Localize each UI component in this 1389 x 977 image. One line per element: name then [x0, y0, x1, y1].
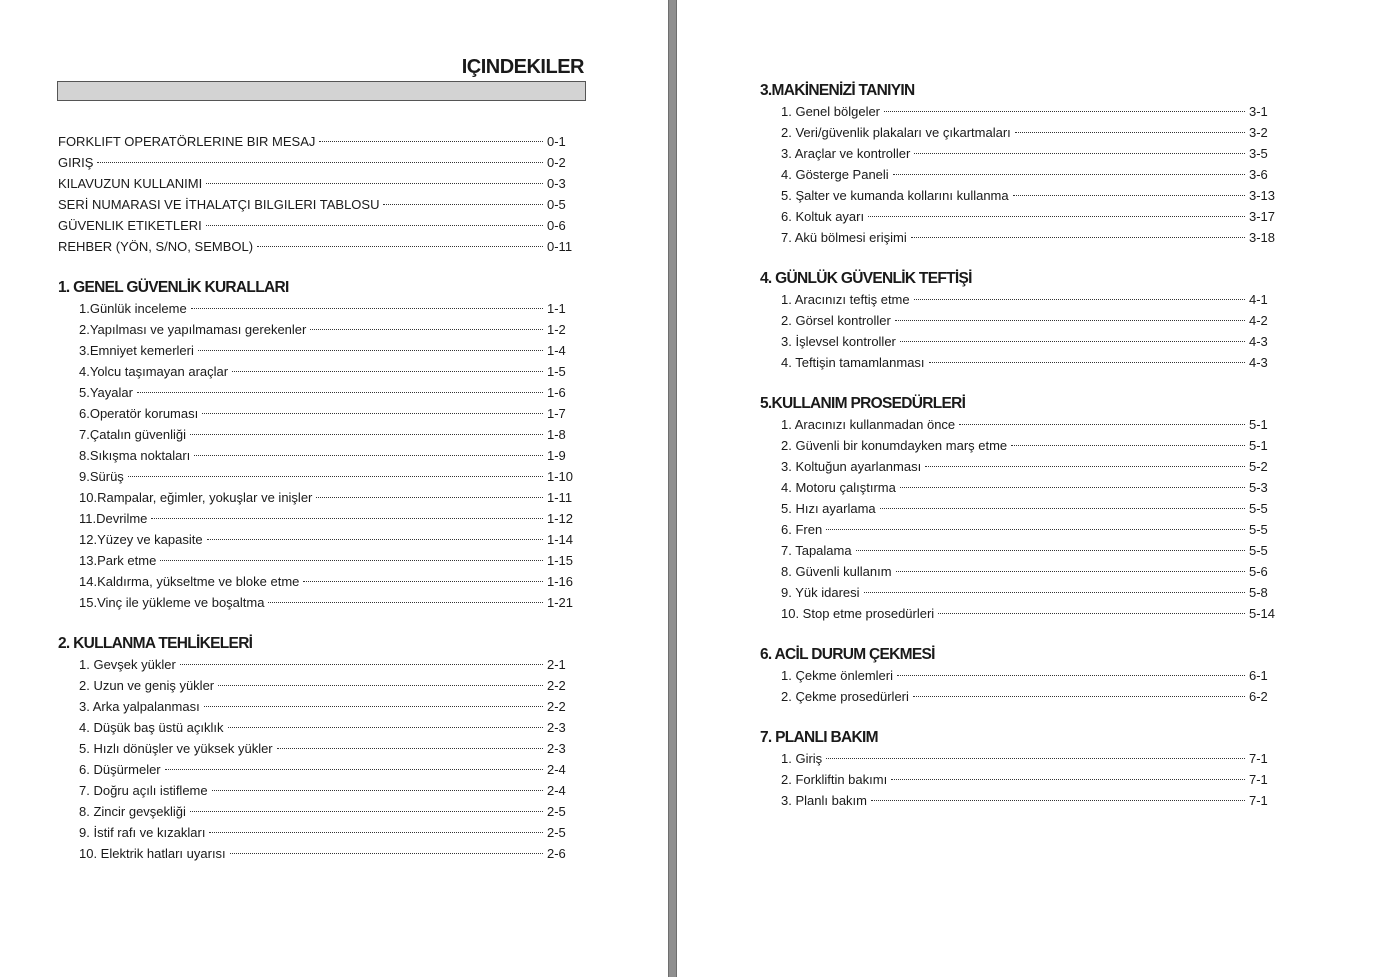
toc-entry — [760, 331, 1287, 352]
section-heading: 3.MAKİNENİZİ TANIYIN — [760, 82, 915, 99]
toc-entry — [760, 540, 1287, 561]
toc-entry-page-number: 2-5 — [547, 804, 566, 819]
toc-entry-page-number: 5-2 — [1249, 459, 1268, 474]
toc-entry-page-number: 7-1 — [1249, 793, 1268, 808]
toc-entry-label: 7. Akü bölmesi erişimi — [781, 230, 907, 245]
toc-entry-label: 5.Yayalar — [79, 385, 133, 400]
toc-entry-page-number: 1-5 — [547, 364, 566, 379]
toc-entry-label: 2. Forkliftin bakımı — [781, 772, 888, 787]
dot-leader — [897, 675, 1245, 676]
toc-entry — [58, 759, 585, 780]
toc-entry — [760, 769, 1287, 790]
toc-entry — [58, 466, 585, 487]
dot-leader — [911, 237, 1245, 238]
toc-entry-page-number: 1-7 — [547, 406, 566, 421]
toc-entry-label: FORKLIFT OPERATÖRLERINE BIR MESAJ — [58, 134, 316, 149]
toc-entry-label: 7. Tapalama — [781, 543, 852, 558]
toc-entry-label: 8. Zincir gevşekliği — [79, 804, 186, 819]
toc-entry-label: 2. Görsel kontroller — [781, 313, 891, 328]
toc-entry-page-number: 1-15 — [547, 553, 574, 568]
toc-entry-page-number: 2-3 — [547, 741, 566, 756]
toc-entry — [760, 164, 1287, 185]
toc-section-right-3 — [760, 393, 1287, 624]
toc-entry-page-number: 5-1 — [1249, 438, 1268, 453]
toc-entry-label: 5. Hızlı dönüşler ve yüksek yükler — [79, 741, 273, 756]
toc-entry — [58, 843, 585, 864]
dot-leader — [884, 111, 1245, 112]
toc-entry — [760, 790, 1287, 811]
dot-leader — [190, 811, 543, 812]
dot-leader — [914, 153, 1245, 154]
toc-entry-label: 7. Doğru açılı istifleme — [79, 783, 208, 798]
toc-entry-page-number: 3-6 — [1249, 167, 1268, 182]
toc-entry-page-number: 1-4 — [547, 343, 566, 358]
dot-leader — [137, 392, 543, 393]
dot-leader — [268, 602, 543, 603]
dot-leader — [914, 299, 1245, 300]
dot-leader — [209, 832, 543, 833]
toc-entry-label: 8. Güvenli kullanım — [781, 564, 892, 579]
toc-entry-page-number: 1-16 — [547, 574, 574, 589]
toc-entry — [58, 403, 585, 424]
toc-entry — [58, 194, 585, 215]
toc-entry — [760, 414, 1287, 435]
toc-entry-label: 11.Devrilme — [79, 511, 148, 526]
toc-entry — [58, 487, 585, 508]
section-heading: 6. ACİL DURUM ÇEKMESİ — [760, 646, 935, 663]
page-divider — [668, 0, 677, 977]
toc-entry-page-number: 2-1 — [547, 657, 566, 672]
dot-leader — [864, 592, 1245, 593]
right-page-toc — [760, 80, 1287, 811]
toc-entry-page-number: 1-9 — [547, 448, 566, 463]
toc-entry-page-number: 0-5 — [547, 197, 566, 212]
dot-leader — [303, 581, 543, 582]
toc-entry — [58, 717, 585, 738]
toc-entry-page-number: 4-3 — [1249, 334, 1268, 349]
section-heading: 1. GENEL GÜVENLİK KURALLARI — [58, 279, 289, 296]
dot-leader — [310, 329, 543, 330]
toc-entry — [760, 498, 1287, 519]
toc-entry — [58, 780, 585, 801]
dot-leader — [212, 790, 543, 791]
toc-entry — [760, 206, 1287, 227]
dot-leader — [191, 308, 543, 309]
toc-entry-label: 5. Şalter ve kumanda kollarını kullanma — [781, 188, 1009, 203]
dot-leader — [198, 350, 543, 351]
toc-entry-label: KILAVUZUN KULLANIMI — [58, 176, 203, 191]
dot-leader — [959, 424, 1245, 425]
toc-entry-label: GIRIŞ — [58, 155, 94, 170]
toc-entry — [760, 582, 1287, 603]
dot-leader — [895, 320, 1245, 321]
toc-entry — [760, 603, 1287, 624]
toc-entry — [58, 508, 585, 529]
toc-entry-page-number: 5-8 — [1249, 585, 1268, 600]
dot-leader — [316, 497, 543, 498]
toc-entry — [58, 445, 585, 466]
dot-leader — [913, 696, 1245, 697]
toc-entry — [760, 289, 1287, 310]
toc-entry-label: 3. Planlı bakım — [781, 793, 867, 808]
toc-entry — [58, 340, 585, 361]
dot-leader — [257, 246, 543, 247]
toc-entry-page-number: 4-3 — [1249, 355, 1268, 370]
toc-entry-page-number: 0-1 — [547, 134, 566, 149]
toc-entry-page-number: 1-2 — [547, 322, 566, 337]
toc-entry-page-number: 1-11 — [547, 490, 573, 505]
toc-entry-label: GÜVENLIK ETIKETLERI — [58, 218, 202, 233]
toc-entry-label: 9. İstif rafı ve kızakları — [79, 825, 206, 840]
toc-entry — [760, 185, 1287, 206]
dot-leader — [938, 613, 1245, 614]
toc-entry-label: 1. Giriş — [781, 751, 823, 766]
toc-entry-page-number: 5-3 — [1249, 480, 1268, 495]
toc-entry — [760, 665, 1287, 686]
toc-entry-page-number: 2-5 — [547, 825, 566, 840]
toc-entry-label: REHBER (YÖN, S/NO, SEMBOL) — [58, 239, 254, 254]
toc-section-left-1 — [58, 277, 585, 613]
toc-entry-label: 10. Elektrik hatları uyarısı — [79, 846, 226, 861]
toc-entry — [58, 215, 585, 236]
dot-leader — [277, 748, 543, 749]
toc-entry-label: 2. Güvenli bir konumdayken marş etme — [781, 438, 1008, 453]
dot-leader — [160, 560, 543, 561]
toc-entry — [760, 456, 1287, 477]
dot-leader — [97, 162, 543, 163]
toc-entry-label: 2. Çekme prosedürleri — [781, 689, 909, 704]
toc-entry — [58, 298, 585, 319]
section-heading: 7. PLANLI BAKIM — [760, 729, 878, 746]
toc-entry — [58, 592, 585, 613]
toc-entry-label: 1. Aracınızı kullanmadan önce — [781, 417, 956, 432]
toc-entry-page-number: 3-1 — [1249, 104, 1268, 119]
toc-entry — [58, 738, 585, 759]
toc-entry-label: 3. Koltuğun ayarlanması — [781, 459, 922, 474]
dot-leader — [319, 141, 543, 142]
dot-leader — [900, 487, 1245, 488]
toc-entry-page-number: 5-5 — [1249, 543, 1268, 558]
toc-entry — [58, 152, 585, 173]
toc-section-right-5 — [760, 727, 1287, 811]
toc-entry-label: 3. İşlevsel kontroller — [781, 334, 896, 349]
dot-leader — [868, 216, 1245, 217]
toc-entry-label: 1. Genel bölgeler — [781, 104, 881, 119]
toc-entry-label: 2.Yapılması ve yapılmaması gerekenler — [79, 322, 307, 337]
toc-entry — [760, 227, 1287, 248]
toc-entry — [58, 236, 585, 257]
dot-leader — [1015, 132, 1245, 133]
toc-entry — [58, 424, 585, 445]
dot-leader — [232, 371, 543, 372]
toc-entry — [58, 571, 585, 592]
toc-entry-label: 3. Araçlar ve kontroller — [781, 146, 911, 161]
toc-entry-label: 1.Günlük inceleme — [79, 301, 187, 316]
toc-section-right-1 — [760, 80, 1287, 248]
dot-leader — [880, 508, 1245, 509]
toc-entry-label: 13.Park etme — [79, 553, 157, 568]
toc-entry — [58, 361, 585, 382]
toc-entry-page-number: 5-6 — [1249, 564, 1268, 579]
dot-leader — [194, 455, 543, 456]
dot-leader — [1011, 445, 1245, 446]
dot-leader — [218, 685, 543, 686]
toc-entry-page-number: 3-18 — [1249, 230, 1276, 245]
toc-entry — [58, 696, 585, 717]
toc-entry-page-number: 2-2 — [547, 678, 566, 693]
toc-entry-page-number: 3-13 — [1249, 188, 1276, 203]
dot-leader — [826, 758, 1245, 759]
toc-entry-page-number: 3-2 — [1249, 125, 1268, 140]
dot-leader — [204, 706, 543, 707]
toc-entry-page-number: 1-12 — [547, 511, 574, 526]
toc-section-left-2 — [58, 633, 585, 864]
toc-entry — [58, 319, 585, 340]
toc-entry-label: 6. Koltuk ayarı — [781, 209, 865, 224]
dot-leader — [929, 362, 1245, 363]
toc-entry-page-number: 1-21 — [547, 595, 574, 610]
toc-entry-label: 2. Uzun ve geniş yükler — [79, 678, 215, 693]
toc-entry-label: 10. Stop etme prosedürleri — [781, 606, 935, 621]
toc-entry-label: 1. Aracınızı teftiş etme — [781, 292, 910, 307]
toc-entry-label: 4. Teftişin tamamlanması — [781, 355, 925, 370]
dot-leader — [1013, 195, 1245, 196]
dot-leader — [180, 664, 543, 665]
toc-entry-label: 6. Fren — [781, 522, 823, 537]
toc-entry-page-number: 0-2 — [547, 155, 566, 170]
toc-entry-page-number: 2-2 — [547, 699, 566, 714]
toc-entry-page-number: 3-5 — [1249, 146, 1268, 161]
toc-entry — [58, 801, 585, 822]
dot-leader — [230, 853, 543, 854]
dot-leader — [891, 779, 1245, 780]
toc-entry — [58, 675, 585, 696]
toc-entry-page-number: 0-11 — [547, 239, 573, 254]
toc-entry-page-number: 1-8 — [547, 427, 566, 442]
toc-entry — [58, 550, 585, 571]
toc-entry-page-number: 1-14 — [547, 532, 574, 547]
toc-entry-page-number: 5-14 — [1249, 606, 1276, 621]
toc-entry-label: 8.Sıkışma noktaları — [79, 448, 191, 463]
toc-entry-label: 9.Sürüş — [79, 469, 124, 484]
toc-entry-page-number: 4-2 — [1249, 313, 1268, 328]
toc-entry — [760, 435, 1287, 456]
toc-entry-page-number: 1-10 — [547, 469, 574, 484]
toc-entry-label: 3. Arka yalpalanması — [79, 699, 200, 714]
toc-entry — [760, 519, 1287, 540]
toc-entry-page-number: 5-1 — [1249, 417, 1268, 432]
toc-entry — [760, 352, 1287, 373]
toc-entry — [760, 143, 1287, 164]
toc-entry-label: 10.Rampalar, eğimler, yokuşlar ve inişler — [79, 490, 313, 505]
toc-entry-page-number: 2-4 — [547, 762, 566, 777]
toc-entry — [760, 477, 1287, 498]
toc-intro-section — [58, 131, 585, 257]
toc-entry-label: 15.Vinç ile yükleme ve boşaltma — [79, 595, 265, 610]
section-heading: 5.KULLANIM PROSEDÜRLERİ — [760, 395, 966, 412]
toc-entry-label: 2. Veri/güvenlik plakaları ve çıkartmaları — [781, 125, 1011, 140]
dot-leader — [871, 800, 1245, 801]
toc-entry-page-number: 5-5 — [1249, 501, 1268, 516]
toc-entry — [760, 101, 1287, 122]
toc-entry — [58, 654, 585, 675]
dot-leader — [383, 204, 543, 205]
toc-entry-page-number: 0-3 — [547, 176, 566, 191]
toc-entry-page-number: 0-6 — [547, 218, 566, 233]
toc-entry-page-number: 7-1 — [1249, 772, 1268, 787]
toc-entry-page-number: 7-1 — [1249, 751, 1268, 766]
toc-entry-label: 4.Yolcu taşımayan araçlar — [79, 364, 229, 379]
toc-entry — [760, 122, 1287, 143]
toc-entry — [760, 686, 1287, 707]
toc-entry — [58, 382, 585, 403]
toc-entry-page-number: 2-4 — [547, 783, 566, 798]
dot-leader — [896, 571, 1245, 572]
toc-entry-label: 5. Hızı ayarlama — [781, 501, 876, 516]
toc-section-right-4 — [760, 644, 1287, 707]
toc-entry-label: 1. Gevşek yükler — [79, 657, 176, 672]
toc-entry-page-number: 4-1 — [1249, 292, 1268, 307]
title-underline-bar — [57, 81, 586, 101]
toc-entry — [760, 748, 1287, 769]
dot-leader — [856, 550, 1245, 551]
dot-leader — [151, 518, 543, 519]
left-page-toc — [58, 131, 585, 864]
toc-entry-label: 4. Gösterge Paneli — [781, 167, 889, 182]
dot-leader — [228, 727, 543, 728]
dot-leader — [826, 529, 1245, 530]
toc-entry-label: SERİ NUMARASI VE İTHALATÇI BILGILERI TABLOSU — [58, 197, 380, 212]
toc-entry — [58, 173, 585, 194]
toc-entry — [58, 131, 585, 152]
toc-entry-label: 4. Motoru çalıştırma — [781, 480, 896, 495]
dot-leader — [190, 434, 543, 435]
dot-leader — [206, 183, 543, 184]
dot-leader — [893, 174, 1245, 175]
toc-entry-label: 14.Kaldırma, yükseltme ve bloke etme — [79, 574, 300, 589]
toc-entry-page-number: 2-6 — [547, 846, 566, 861]
dot-leader — [900, 341, 1245, 342]
toc-entry-page-number: 1-1 — [547, 301, 566, 316]
toc-entry-page-number: 6-1 — [1249, 668, 1268, 683]
section-heading: 2. KULLANMA TEHLİKELERİ — [58, 635, 253, 652]
page-title: IÇINDEKILER — [461, 56, 584, 78]
toc-entry-label: 3.Emniyet kemerleri — [79, 343, 194, 358]
toc-entry-page-number: 2-3 — [547, 720, 566, 735]
dot-leader — [202, 413, 543, 414]
toc-entry-page-number: 3-17 — [1249, 209, 1276, 224]
section-heading: 4. GÜNLÜK GÜVENLİK TEFTİŞİ — [760, 270, 972, 287]
toc-entry-label: 4. Düşük baş üstü açıklık — [79, 720, 224, 735]
toc-entry-label: 12.Yüzey ve kapasite — [79, 532, 203, 547]
toc-entry — [760, 561, 1287, 582]
dot-leader — [128, 476, 543, 477]
dot-leader — [207, 539, 543, 540]
toc-entry-page-number: 6-2 — [1249, 689, 1268, 704]
toc-entry-label: 6.Operatör koruması — [79, 406, 199, 421]
toc-entry-page-number: 5-5 — [1249, 522, 1268, 537]
toc-entry-page-number: 1-6 — [547, 385, 566, 400]
toc-entry-label: 7.Çatalın güvenliği — [79, 427, 186, 442]
toc-section-right-2 — [760, 268, 1287, 373]
dot-leader — [206, 225, 543, 226]
toc-entry — [58, 529, 585, 550]
toc-entry-label: 9. Yük idaresi — [781, 585, 860, 600]
dot-leader — [165, 769, 543, 770]
dot-leader — [925, 466, 1245, 467]
toc-entry — [58, 822, 585, 843]
toc-entry — [760, 310, 1287, 331]
toc-entry-label: 6. Düşürmeler — [79, 762, 161, 777]
toc-entry-label: 1. Çekme önlemleri — [781, 668, 893, 683]
